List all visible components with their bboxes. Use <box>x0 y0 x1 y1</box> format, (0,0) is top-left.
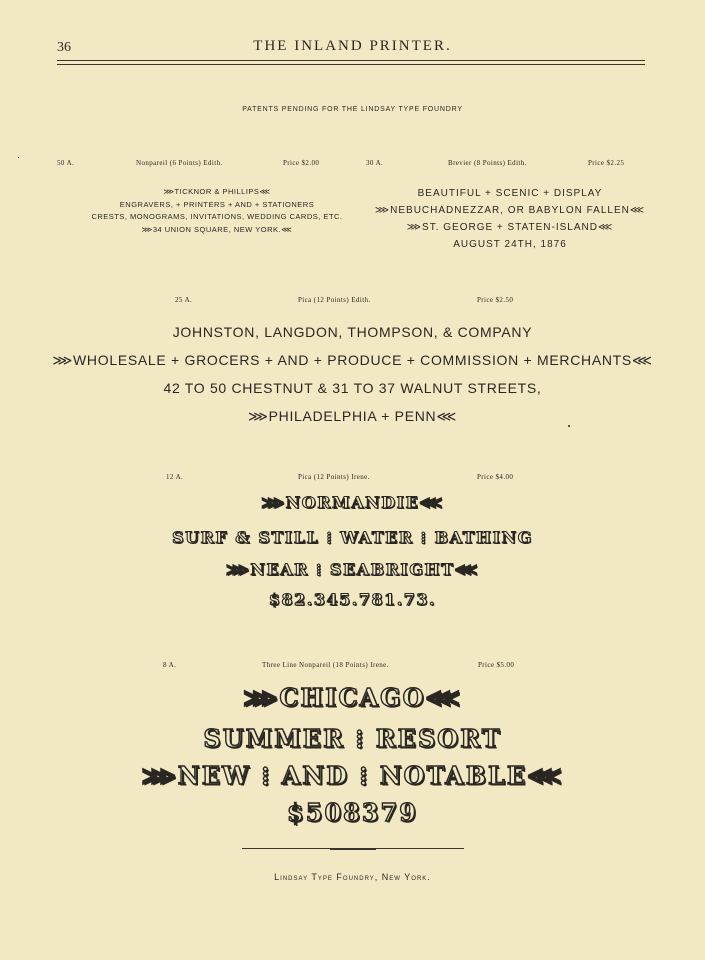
ink-speck <box>18 157 19 158</box>
specimen-4-size: Pica (12 Points) Irene. <box>298 473 370 481</box>
specimen-5-size: Three Line Nonpareil (18 Points) Irene. <box>262 661 389 669</box>
specimen-3-price: Price $2.50 <box>477 296 514 304</box>
foundry-imprint: Lindsay Type Foundry, New York. <box>274 872 431 882</box>
specimen-1-line-3: CRESTS, MONOGRAMS, INVITATIONS, WEDDING CARDS, ETC. <box>91 212 343 221</box>
specimen-3-line-3: 42 TO 50 CHESTNUT & 31 TO 37 WALNUT STREETS, <box>163 380 542 396</box>
specimen-3-body <box>0 318 705 430</box>
specimen-4-line-2: SURF & STILL ⁞ WATER ⁞ BATHING <box>172 528 533 547</box>
running-title: THE INLAND PRINTER. <box>253 38 452 54</box>
specimen-1-line-1: ⋙TICKNOR & PHILLIPS⋘ <box>163 187 271 196</box>
specimen-3-line-2: ⋙WHOLESALE + GROCERS + AND + PRODUCE + COMMISSION + MERCHANTS⋘ <box>52 352 653 368</box>
specimen-3-line-4: ⋙PHILADELPHIA + PENN⋘ <box>248 408 457 424</box>
specimen-1-size: Nonpareil (6 Points) Edith. <box>136 159 223 167</box>
specimen-4-line-4: $82.345.781.73. <box>268 590 437 609</box>
page-number: 36 <box>57 40 71 55</box>
specimen-3-size: Pica (12 Points) Edith. <box>298 296 371 304</box>
patent-notice: PATENTS PENDING FOR THE LINDSAY TYPE FOUNDRY <box>242 106 463 113</box>
specimen-2-price: Price $2.25 <box>588 159 625 167</box>
specimen-1-price: Price $2.00 <box>283 159 320 167</box>
specimen-5-line-3: ⋙NEW ⁞ AND ⁞ NOTABLE⋘ <box>141 761 564 790</box>
specimen-5-line-4: $508379 <box>287 798 418 827</box>
specimen-2-quantity: 30 A. <box>366 159 384 167</box>
specimen-2-body <box>341 185 679 253</box>
specimen-4-price: Price $4.00 <box>477 473 514 481</box>
specimen-5-price: Price $5.00 <box>478 661 515 669</box>
specimen-2-line-4: AUGUST 24TH, 1876 <box>453 239 567 250</box>
specimen-2-line-1: BEAUTIFUL + SCENIC + DISPLAY <box>417 188 603 199</box>
specimen-4-quantity: 12 A. <box>166 473 184 481</box>
specimen-5-line-1: ⋙CHICAGO⋘ <box>243 683 462 712</box>
specimen-3-line-1: JOHNSTON, LANGDON, THOMPSON, & COMPANY <box>172 324 533 340</box>
footer-rule-center <box>330 849 376 850</box>
specimen-5-line-2: SUMMER ⁞ RESORT <box>203 724 502 753</box>
specimen-1-line-4: ⋙34 UNION SQUARE, NEW YORK.⋘ <box>141 224 293 234</box>
specimen-4-line-3: ⋙NEAR ⁞ SEABRIGHT⋘ <box>226 560 479 579</box>
specimen-1-body <box>42 186 392 236</box>
specimen-5-quantity: 8 A. <box>163 661 177 669</box>
ink-speck <box>568 425 570 427</box>
header-rule-thin <box>57 64 645 65</box>
specimen-2-line-2: ⋙NEBUCHADNEZZAR, OR BABYLON FALLEN⋘ <box>374 205 646 216</box>
specimen-3-quantity: 25 A. <box>175 296 193 304</box>
specimen-1-line-2: ENGRAVERS, + PRINTERS + AND + STATIONERS <box>119 199 315 209</box>
header-rule-thick <box>57 60 645 61</box>
specimen-2-size: Brevier (8 Points) Edith. <box>448 159 527 167</box>
specimen-4-line-1: ⋙NORMANDIE⋘ <box>261 493 444 512</box>
specimen-1-quantity: 50 A. <box>57 159 75 167</box>
specimen-2-line-3: ⋙ST. GEORGE + STATEN-ISLAND⋘ <box>406 222 614 233</box>
